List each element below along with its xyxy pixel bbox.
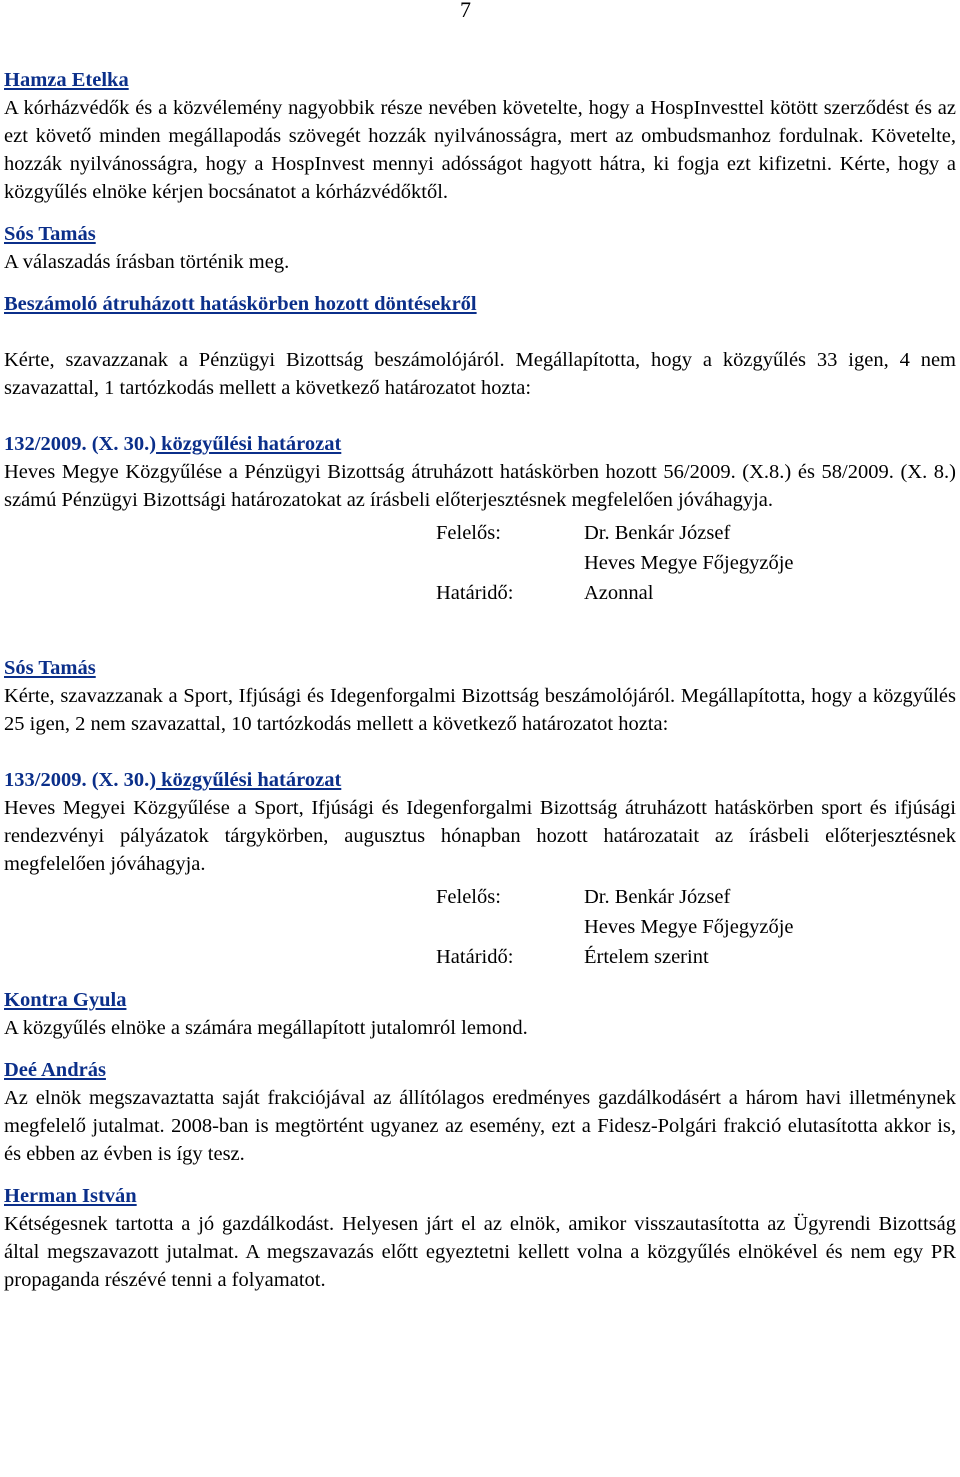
responsible-name: Dr. Benkár József	[584, 886, 731, 908]
resolution-number: 133/2009. (X. 30.)	[4, 769, 157, 791]
deadline-value: Azonnal	[584, 582, 654, 604]
deadline-row	[4, 942, 956, 972]
speech-text: A közgyűlés elnöke a számára megállapított jutalomról lemond.	[4, 1017, 528, 1039]
responsible-name: Dr. Benkár József	[584, 522, 731, 544]
speech-text: A válaszadás írásban történik meg.	[4, 251, 290, 273]
speaker-name: Hamza Etelka	[4, 69, 129, 91]
resolution-title: közgyűlési határozat	[156, 769, 342, 791]
deadline-value: Értelem szerint	[584, 946, 709, 968]
responsibility-block	[4, 882, 956, 972]
speaker-name: Deé András	[4, 1059, 106, 1081]
deadline-label: Határidő:	[436, 582, 514, 604]
speaker-name: Sós Tamás	[4, 657, 96, 679]
resp-spacer	[436, 548, 584, 578]
responsible-role: Heves Megye Főjegyzője	[584, 916, 794, 938]
responsible-row	[4, 882, 956, 912]
responsible-role-row	[4, 912, 956, 942]
responsibility-block	[4, 518, 956, 608]
resolution-id	[4, 430, 956, 458]
responsible-role: Heves Megye Főjegyzője	[584, 552, 794, 574]
resolution-id	[4, 766, 956, 794]
responsible-label: Felelős:	[436, 522, 501, 544]
document-body	[4, 66, 956, 1294]
resolution-title: közgyűlési határozat	[156, 433, 342, 455]
page-number: 7	[460, 0, 471, 22]
deadline-label: Határidő:	[436, 946, 514, 968]
responsible-row	[4, 518, 956, 548]
responsible-label: Felelős:	[436, 886, 501, 908]
speaker-name: Kontra Gyula	[4, 989, 127, 1011]
resolution-text: Heves Megyei Közgyűlése a Sport, Ifjúsági és Idegenforgalmi Bizottság átruházott hatáskörben sport és ifjúsági rendezvényi pályázatok tárgykörben, augusztus hónapban hozott határozatait az írásbeli előterjesztésnek megfelelően jóváhagyja.	[4, 797, 956, 875]
speaker-name: Herman István	[4, 1185, 137, 1207]
resolution-text: Heves Megye Közgyűlése a Pénzügyi Bizottság átruházott hatáskörben hozott 56/2009. (X.8.) és 58/2009. (X. 8.) számú Pénzügyi Bizottsági határozatokat az írásbeli előterjesztésnek megfelelően jóváhagyja.	[4, 461, 956, 511]
deadline-row	[4, 578, 956, 608]
speaker-name: Sós Tamás	[4, 223, 96, 245]
speech-text: Az elnök megszavaztatta saját frakciójával az állítólagos eredményes gazdálkodásért a három havi illetménynek megfelelő jutalmat. 2008-ban is megtörtént ugyanez az esemény, ezt a Fidesz-Polgári frakció elutasította akkor is, és ebben az évben is így tesz.	[4, 1087, 956, 1165]
resp-spacer	[436, 912, 584, 942]
speech-text: Kérte, szavazzanak a Pénzügyi Bizottság beszámolójáról. Megállapította, hogy a közgyűlés 33 igen, 4 nem szavazattal, 1 tartózkodás mellett a következő határozatot hozta:	[4, 349, 956, 399]
speech-text: Kérte, szavazzanak a Sport, Ifjúsági és Idegenforgalmi Bizottság beszámolójáról. Megállapította, hogy a közgyűlés 25 igen, 2 nem szavazattal, 10 tartózkodás mellett a következő határozatot hozta:	[4, 685, 956, 735]
speech-text: Kétségesnek tartotta a jó gazdálkodást. Helyesen járt el az elnök, amikor visszautasította az Ügyrendi Bizottság által megszavazott jutalmat. A megszavazás előtt egyeztetni kellett volna a közgyűlés elnökével és nem egy PR propaganda részévé tenni a folyamatot.	[4, 1213, 956, 1291]
responsible-role-row	[4, 548, 956, 578]
speech-text: A kórházvédők és a közvélemény nagyobbik része nevében követelte, hogy a HospInvesttel kötött szerződést és az ezt követő minden megállapodás szövegét hozzák nyilvánosságra, mert az ombudsmanhoz fordulnak. Követelte, hozzák nyilvánosságra, hogy a HospInvest mennyi adósságot hagyott hátra, ki fogja ezt kifizetni. Kérte, hogy a közgyűlés elnöke kérjen bocsánatot a kórházvédőktől.	[4, 97, 956, 203]
agenda-title: Beszámoló átruházott hatáskörben hozott döntésekről	[4, 293, 477, 315]
resolution-number: 132/2009. (X. 30.)	[4, 433, 157, 455]
